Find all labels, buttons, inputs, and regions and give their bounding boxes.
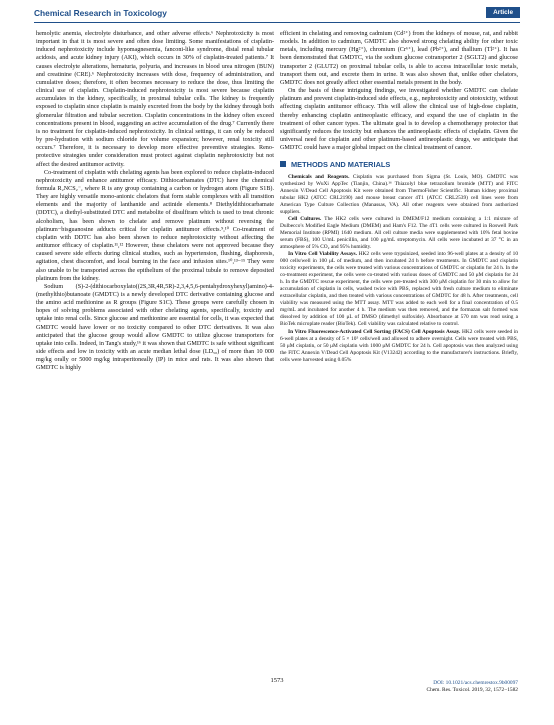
footer-doi xyxy=(426,680,518,694)
header-rule xyxy=(34,22,520,23)
paragraph: Co-treatment of cisplatin with chelating agents has been explored to reduce cisplatin-induced nephrotoxicity and enhance antitumor efficacy. Dithiocarbamates (DTC) have the chemical formula R₂NCS₂⁻, where R is any group containing a carbon or hydrogen atom (Figure S1B). They are highly versatile mono-anionic chelators that form stable complexes with all transition elements and the majority of lanthanide and actinide elements.⁸ Diethyldithiocarbamate (DDTC), a diethyl-substituted DTC and metabolite of disulfiram which is used to treat chronic alcoholism, has been shown to chelate and remove platinum without reversing the platinum−bisguanosine adducts critical for cisplatin antitumor effects.⁹,¹⁰ Co-treatment of cisplatin with DDTC has also been shown to reduce nephrotoxicity without affecting the antitumor efficacy of cisplatin.¹¹,¹² However, these chelators were not approved because they caused severe side effects during clinical studies, such as hypertension, flushing, diaphoresis, agitation, chest discomfort, and local burning in the face and infusion sites.¹⁰,¹³−¹⁵ They were also unable to be transported across the epithelium of the proximal tubule to remove deposited platinum from the kidney. xyxy=(36,169,274,282)
citation: Chem. Res. Toxicol. 2019, 32, 1572−1582 xyxy=(426,687,518,693)
paragraph: Sodium (S)-2-(dithiocarboxylato((2S,3R,4R,5R)-2,3,4,5,6-pentahydroxyhexyl)amino)-4-(methylthio)butanoate (GMDTC) is a newly developed DTC derivative containing glucose and the amino acid methionine as R groups (Figure S1C). These groups were carefully chosen in hopes of solving problems associated with other chelating agents, specifically, toxicity and uptake into renal cells. Since glucose and methionine are essential for cells, it was expected that GMDTC would have lower or no toxicity compared to other DTC derivatives. It was also anticipated that the glucose group would allow GMDTC to utilize glucose transporters for uptake into cells. Indeed, in Tang's study,¹⁶ it was shown that GMDTC is safe without significant side effects and low in toxicity with an acute median lethal dose (LD₅₀) of more than 10 000 mg/kg orally or 5000 mg/kg intraperitoneally (IP) in mice and rats. It was also shown that GMDTC is highly xyxy=(36,283,274,372)
run-in-heading: Chemicals and Reagents. xyxy=(288,173,350,180)
journal-title: Chemical Research in Toxicology xyxy=(34,8,167,18)
article-tag: Article xyxy=(486,7,520,18)
page-number: 1573 xyxy=(270,677,284,684)
left-column xyxy=(36,30,274,373)
section-title: METHODS AND MATERIALS xyxy=(291,160,391,170)
run-in-heading: In Vitro Cell Viability Assays. xyxy=(288,251,357,258)
paragraph: efficient in chelating and removing cadmium (Cd²⁺) from the kidneys of mouse, rat, and rabbit models. In addition to cadmium, GMDTC also showed strong chelating ability for other toxic metals, including mercury (Hg²⁺), chromium (Cr⁶⁺), lead (Pb²⁺), and thallium (Tl²⁺). It has been demonstrated that GMDTC, via the sodium glucose cotransporter 2 (SGLT2) and glucose transporter 2 (GLUT2) on proximal tubular cells, is able to access intracellular toxic metals, transport them out, and excrete them in urine. It was also shown that, unlike other chelators, GMDTC does not greatly affect other essential metals present in the body. xyxy=(280,31,518,86)
subsection-text: Cisplatin was purchased from Sigma (St. Louis, MO). GMDTC was synthesized by WuXi AppTec (Tianjin, China).¹⁶ Thiazolyl blue tetrazolium bromide (MTT) and FITC Annexin V/Dead Cell Apoptosis Kit were obtained from ThermoFisher Scientific. Human kidney proximal tubular HK2 (ATCC CRL2190) and mouse breast cancer 4T1 (ATCC CRL2539) cell lines were from American Type Culture Collection (Manassas, VA). All other reagents were obtained from authorized suppliers. xyxy=(280,173,519,215)
doi-link[interactable]: DOI: 10.1021/acs.chemrestox.9b00097 xyxy=(433,680,518,686)
right-column xyxy=(280,30,518,364)
subsection-cell-cultures xyxy=(280,216,518,251)
run-in-heading: In Vitro Fluorescence-Activated Cell Sorting (FACS) Cell Apoptosis Assay. xyxy=(288,328,461,335)
run-in-heading: Cell Cultures. xyxy=(288,215,322,222)
subsection-text: HK2 cells were seeded in 6-well plates at a density of 5 × 10⁵ cells/well and allowed to adhere overnight. Cells were treated with PBS, 50 μM cisplatin, or 50 μM cisplatin with 1000 μM GMDTC for 24 h. Cell apoptosis was then analyzed using the FITC Annexin V/Dead Cell Apoptosis Kit (V13242) according to the manufacturer's instructions. Briefly, cells were harvested using 0.05% xyxy=(280,328,518,363)
subsection-text: HK2 cells were trypsinized, seeded into 96-well plates at a density of 10 000 cells/well in 100 μL of medium, and then incubated 24 h before treatments. In GMDTC and cisplatin toxicity experiments, the cells were treated with various concentrations of GMDTC or cisplatin for 24 h. In the co-treatment experiment, the cells were co-treated with various doses of GMDTC and 50 μM cisplatin for 24 h. In the GMDTC rescue experiment, the cells were pre-treated with 300 μM cisplatin for 30 min to allow for accumulation of cisplatin in cells, washed twice with PBS, replaced with fresh culture medium to eliminate extracellular cisplatin, and then treated with various concentrations of GMDTC for 48 h. After treatments, cell viability was measured using the MTT assay. MTT was added to each well for a final concentration of 0.5 mg/mL and incubated for another 4 h. The medium was then removed, and the formazan salt formed was dissolved by addition of 100 μL of DMSO (dimethyl sulfoxide). Absorbance at 570 nm was read using a BioTek microplate reader (BioTek). Cell viability was calculated relative to control. xyxy=(280,251,518,328)
paragraph: hemolytic anemia, electrolyte disturbance, and other adverse effects.⁶ Nephrotoxicity is most important in that it is most severe and often dose limiting. Some manifestations of cisplatin-induced nephrotoxicity include hypomagnesemia, fanconi-like syndrome, distal renal tubular acidosis, and acute kidney injury (AKI), which occurs in 30% of cisplatin-treated patients.⁷ It causes electrolyte alterations, hematuria, polyuria, and increases in blood urea nitrogen (BUN) and creatinine (CRE).⁶ Nephrotoxicity increases with dose, frequency of administration, and cumulative doses; therefore, it often becomes necessary to reduce the dose, thus limiting the clinical use of cisplatin. Cisplatin-induced nephrotoxicity is most severe because cisplatin accumulates in the kidney, specifically, in proximal tubular cells. The kidney is frequently exposed to cisplatin since cisplatin is mainly excreted from the body by the kidney through both glomerular filtration and tubular secretion. Cisplatin concentrations in the kidney often exceed concentrations present in blood, suggesting an active accumulation of the drug.⁷ Currently there is no treatment for cisplatin-induced nephrotoxicity. In clinical settings, it can only be reduced by pre-hydration with sodium chloride for volume expansion; however, renal toxicity still occurs.⁷ Therefore, it is necessary to develop more effective preventive strategies. Reno-protective strategies under consideration must protect against cisplatin nephrotoxicity but not affect the desired antitumor activity. xyxy=(36,31,274,168)
section-square-icon xyxy=(280,161,286,167)
section-heading xyxy=(280,161,518,169)
subsection-viability xyxy=(280,251,518,329)
subsection-text: The HK2 cells were cultured in DMEM/F12 medium containing a 1:1 mixture of Dulbecco's Modified Eagle Medium (DMEM) and Ham's F12. The 4T1 cells were cultured in Roswell Park Memorial Institute (RPMI) 1640 medium. All cell culture media were supplemented with 10% fetal bovine serum (FBS), 100 U/mL penicillin, and 100 μg/mL streptomycin. All cells were incubated at 37 °C in an atmosphere of 5% CO₂ and 95% humidity. xyxy=(280,215,519,250)
subsection-facs xyxy=(280,329,518,364)
paragraph: On the basis of these intriguing findings, we investigated whether GMDTC can chelate platinum and prevent cisplatin-induced side effects, e.g., nephrotoxicity and ototoxicity, without affecting cisplatin antitumor efficacy. This will allow the clinical use of high-dose cisplatin, thereby enhancing cisplatin antineoplastic efficacy, and expand the use of cisplatin in the treatment of other cancer types. The ultimate goal is to develop a chemotherapy protector that significantly reduces the toxicity but enhances the antineoplastic effects of cisplatin. Given the universal need for cisplatin and other platinum-based antineoplastic drugs, we anticipate that GMDTC could have a major global impact on the clinical treatment of cancer. xyxy=(280,88,518,152)
subsection-chemicals xyxy=(280,174,518,216)
